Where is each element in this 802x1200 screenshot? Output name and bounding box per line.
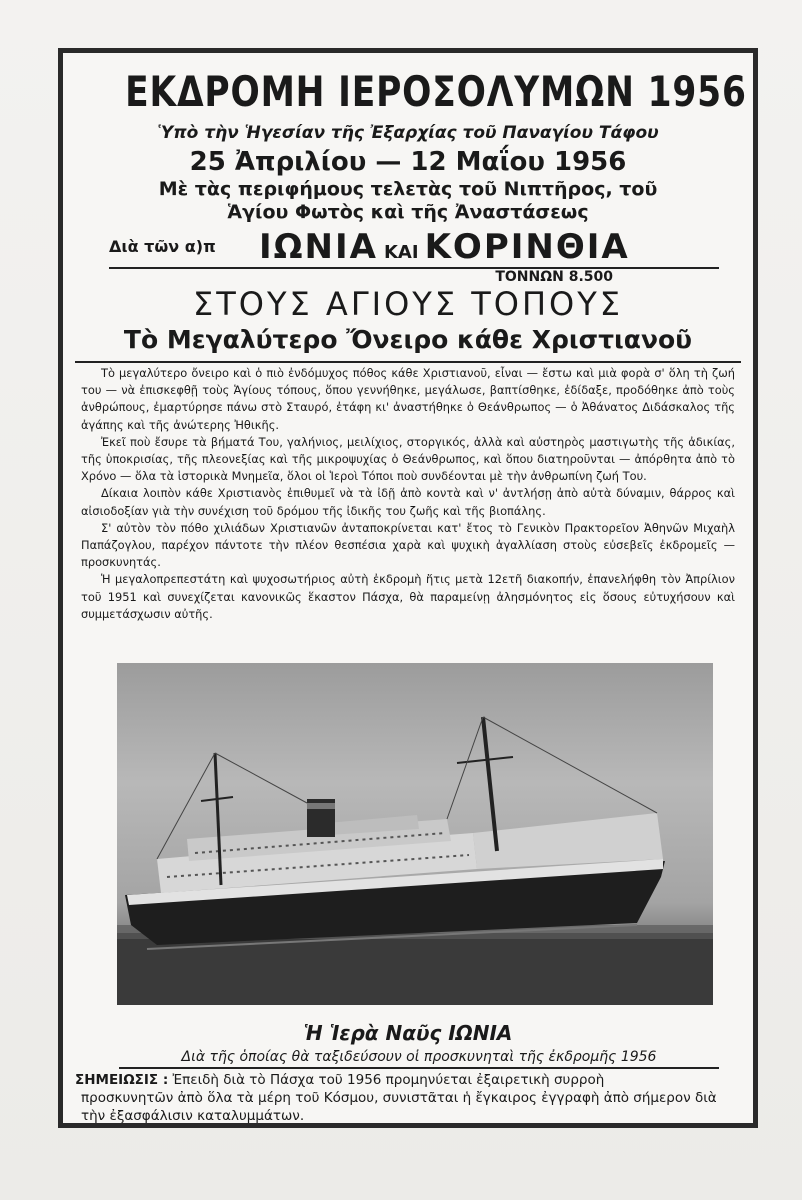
- paragraph: Τὸ μεγαλύτερο ὄνειρο καὶ ὁ πιὸ ἐνδόμυχος πόθος κάθε Χριστιανοῦ, εἶναι — ἔστω καὶ μιὰ φορὰ σ' ὅλη τὴ ζωή του — νὰ ἐπισκεφθῇ τοὺς Ἁγίους τόπους, ὅπου γεννήθηκε, μεγάλωσε, βαπτίσθηκε, ἐδίδαξε, προδόθηκε ἀπὸ τοὺς ἀνθρώπους, ἐμαρτύρησε πάνω στὸ Σταυρό, ἐτάφη κι' ἀναστήθηκε ὁ Θεάνθρωπος — ὁ Ἀθάνατος Διδάσκαλος τῆς ἀγάπης καὶ τῆς ἀνώτερης Ἠθικῆς.: [81, 366, 735, 432]
- notes-label: ΣΗΜΕΙΩΣΙΣ :: [75, 1072, 169, 1088]
- paragraph: Ἡ μεγαλοπρεπεστάτη καὶ ψυχοσωτήριος αὐτὴ ἐκδρομὴ ἥτις μετὰ 12ετῆ διακοπήν, ἐπανελήφθη τὸν Ἀπρίλιον τοῦ 1951 καὶ συνεχίζεται κανονικῶς ἕκαστον Πάσχα, θὰ παραμείνῃ ἀλησμόνητος εἰς ὅσους εὐτυχήσουν καὶ συμμετάσχωσιν αὐτῆς.: [81, 572, 735, 621]
- notes-line-1: Ἐπειδὴ διὰ τὸ Πάσχα τοῦ 1956 προμηνύεται ἐξαιρετικὴ συρροὴ: [172, 1072, 605, 1088]
- poster-title: ΕΚΔΡΟΜΗ ΙΕΡΟΣΟΛΥΜΩΝ 1956: [125, 67, 747, 116]
- ship-names: [259, 227, 630, 267]
- paragraph: Ἐκεῖ ποὺ ἔσυρε τὰ βήματά Του, γαλήνιος, μειλίχιος, στοργικός, ἀλλὰ καὶ αὐστηρὸς μαστιγωτὴς τῆς ἀδικίας, τῆς ὑποκρισίας, τῆς πλεονεξίας καὶ τῆς μικροψυχίας ὁ Θεάνθρωπος, καὶ ὅπου διατηροῦνται — ἀπόρθητα ἀπὸ τὸ Χρόνο — ὅλα τὰ ἱστορικὰ Μνημεῖα, ὅλοι οἱ Ἱεροὶ Τόποι ποὺ συνδέονται μὲ τὴν ἀνθρωπίνη ζωή Του.: [81, 434, 735, 484]
- ship-korinthia: ΚΟΡΙΝΘΙΑ: [424, 227, 630, 267]
- via-label: Διὰ τῶν α)π: [109, 237, 216, 256]
- body-text: [81, 365, 735, 623]
- paragraph: Δίκαια λοιπὸν κάθε Χριστιανὸς ἐπιθυμεῖ νὰ τὰ ἰδῇ ἀπὸ κοντὰ καὶ ν' ἀντλήσῃ ἀπὸ αὐτὰ δύναμιν, θάρρος καὶ αἰσιοδοξίαν γιὰ τὴν συνέχιση τοῦ δρόμου τῆς ἰδικῆς του ζωῆς καὶ τῆς βιοπάλης.: [81, 486, 735, 518]
- holy-places-heading: ΣΤΟΥΣ ΑΓΙΟΥΣ ΤΟΠΟΥΣ: [193, 285, 623, 323]
- dream-heading: Τὸ Μεγαλύτερο Ὄνειρο κάθε Χριστιανοῦ: [123, 325, 693, 354]
- ceremonies-line-2: Ἁγίου Φωτὸς καὶ τῆς Ἀναστάσεως: [227, 201, 589, 223]
- notes-line-2: προσκυνητῶν ἀπὸ ὅλα τὰ μέρη τοῦ Κόσμου, συνιστᾶται ἡ ἔγκαιρος ἐγγραφὴ ἀπὸ σήμερον διὰ τὴν ἐξασφάλισιν καταλυμμάτων.: [81, 1090, 717, 1124]
- poster-frame: [58, 48, 758, 1128]
- photo-subcaption: Διὰ τῆς ὁποίας θὰ ταξιδεύσουν οἱ προσκυνηταὶ τῆς ἐκδρομῆς 1956: [119, 1049, 719, 1069]
- paragraph: Σ' αὐτὸν τὸν πόθο χιλιάδων Χριστιανῶν ἀνταποκρίνεται κατ' ἔτος τὸ Γενικὸν Πρακτορεῖον Ἀθηνῶν Μιχαὴλ Παπάζογλου, παρέχον πάντοτε τὴν πλέον θεσπέσια χαρὰ καὶ ψυχικὴ ἀγαλλίαση στοὺς εὐσεβεῖς ἐκδρομεῖς — προσκυνητάς.: [81, 520, 735, 570]
- dream-heading-wrap: [75, 325, 741, 363]
- ship-illustration: [117, 663, 713, 1005]
- ship-ionia: ΙΩΝΙΑ: [259, 227, 378, 267]
- tonnage: ΤΟΝΝΩΝ 8.500: [495, 269, 613, 285]
- trip-dates: 25 Ἀπριλίου — 12 Μαΐου 1956: [189, 147, 627, 177]
- ceremonies-line-1: Μὲ τὰς περιφήμους τελετὰς τοῦ Νιπτῆρος, τοῦ: [158, 178, 658, 200]
- ships-row: [109, 227, 719, 269]
- poster-subtitle: Ὑπὸ τὴν Ἡγεσίαν τῆς Ἐξαρχίας τοῦ Παναγίου Τάφου: [157, 123, 659, 143]
- ship-photo: [117, 663, 713, 1005]
- photo-caption: Ἡ Ἱερὰ Ναῦς ΙΩΝΙΑ: [303, 1021, 513, 1045]
- notes: [75, 1071, 745, 1125]
- ship-conjunction: ΚΑΙ: [383, 242, 419, 263]
